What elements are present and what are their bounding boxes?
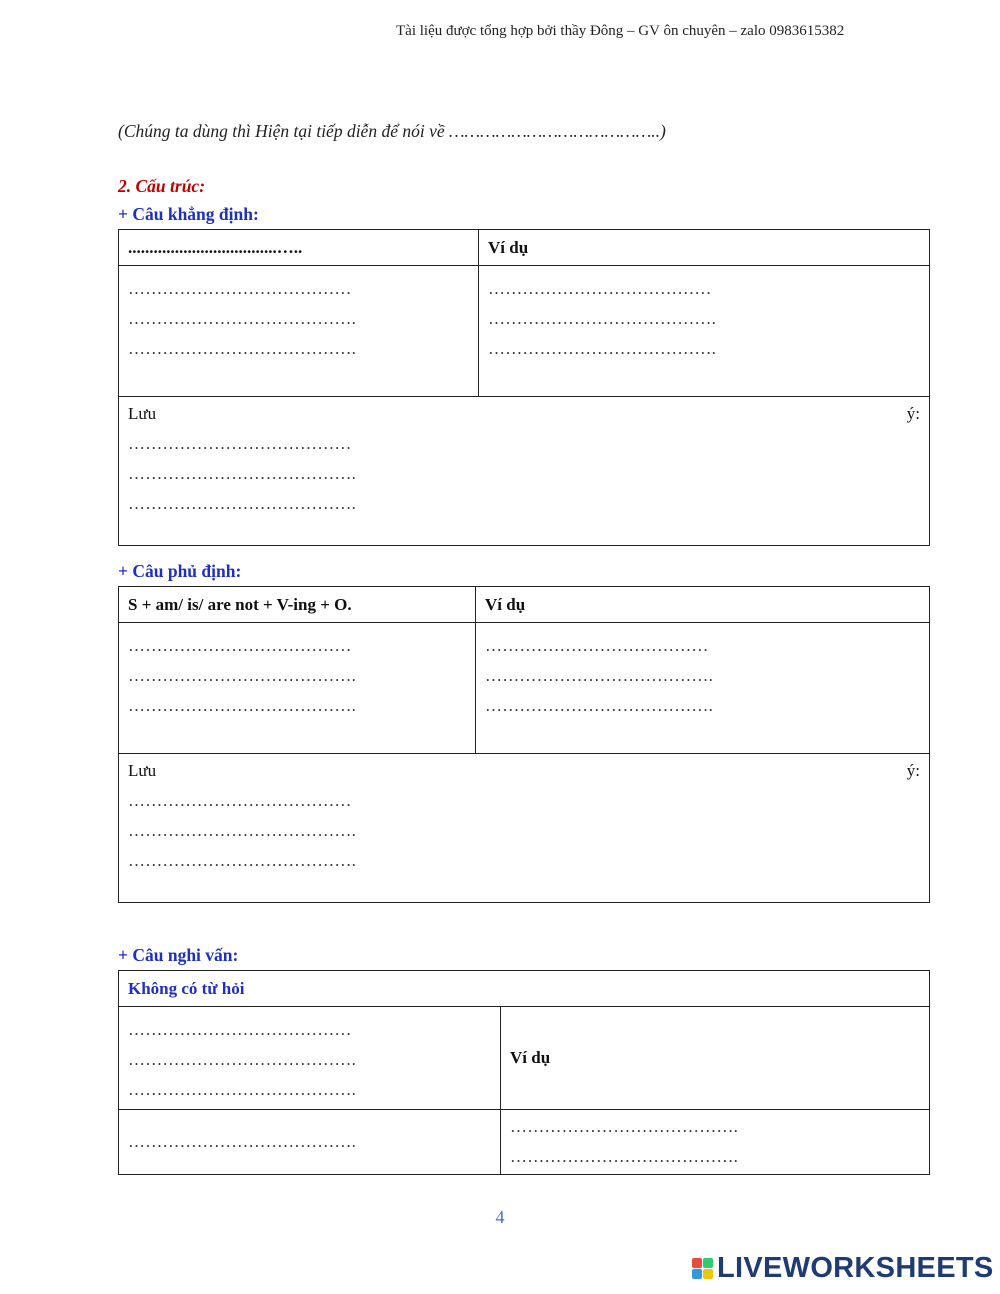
negative-right-line-1[interactable]: ………………………………… [485,636,709,655]
negative-left-line-1[interactable]: ………………………………… [128,636,352,655]
no-question-word-label: Không có từ hỏi [119,971,930,1007]
negative-left-cell [119,623,476,754]
negative-note-right: ý: [906,761,920,780]
section-title: 2. Cấu trúc: [118,176,206,196]
interrogative-left-line-3[interactable]: …………………………………. [128,1080,357,1099]
negative-note-line-2[interactable]: …………………………………. [128,821,357,840]
negative-left-line-3[interactable]: …………………………………. [128,696,357,715]
negative-note-line-1[interactable]: ………………………………… [128,791,352,810]
liveworksheets-logo [692,1252,994,1285]
interrogative-answer-right-line-1[interactable]: …………………………………. [510,1117,739,1136]
affirmative-left-line-1[interactable]: ………………………………… [128,279,352,298]
interrogative-left-line-2[interactable]: …………………………………. [128,1050,357,1069]
affirmative-note-line-3[interactable]: …………………………………. [128,494,357,513]
affirmative-table [118,229,930,546]
negative-note-line-3[interactable]: …………………………………. [128,851,357,870]
affirmative-heading: + Câu khẳng định: [118,204,259,224]
negative-table [118,586,930,903]
affirmative-note-cell [119,397,930,546]
negative-right-line-2[interactable]: …………………………………. [485,666,714,685]
affirmative-note-line-2[interactable]: …………………………………. [128,464,357,483]
intro-line: (Chúng ta dùng thì Hiện tại tiếp diễn để nói về …………………………………..) [118,121,666,141]
interrogative-answer-right-cell [501,1110,930,1175]
affirmative-right-cell [479,266,930,397]
negative-note-cell [119,754,930,903]
affirmative-formula[interactable]: ...................................….. [119,230,479,266]
negative-example-label: Ví dụ [476,587,930,623]
interrogative-answer-left-cell [119,1110,501,1175]
affirmative-left-line-2[interactable]: …………………………………. [128,309,357,328]
negative-note-left: Lưu [128,761,157,780]
negative-right-line-3[interactable]: …………………………………. [485,696,714,715]
liveworksheets-logo-icon [692,1258,713,1279]
affirmative-note-line-1[interactable]: ………………………………… [128,434,352,453]
interrogative-answer-right-line-2[interactable]: …………………………………. [510,1147,739,1166]
interrogative-example-label: Ví dụ [501,1007,930,1110]
negative-formula: S + am/ is/ are not + V-ing + O. [119,587,476,623]
interrogative-left-cell [119,1007,501,1110]
affirmative-left-cell [119,266,479,397]
affirmative-note-right: ý: [906,404,920,423]
interrogative-left-line-1[interactable]: ………………………………… [128,1020,352,1039]
interrogative-table [118,970,930,1175]
negative-left-line-2[interactable]: …………………………………. [128,666,357,685]
interrogative-heading: + Câu nghi vấn: [118,945,239,965]
affirmative-right-line-2[interactable]: …………………………………. [488,309,717,328]
negative-right-cell [476,623,930,754]
affirmative-right-line-1[interactable]: ………………………………… [488,279,712,298]
affirmative-note-left: Lưu [128,404,157,423]
liveworksheets-logo-text: LIVEWORKSHEETS [717,1252,994,1284]
interrogative-answer-left[interactable]: …………………………………. [128,1132,357,1151]
affirmative-left-line-3[interactable]: …………………………………. [128,339,357,358]
affirmative-right-line-3[interactable]: …………………………………. [488,339,717,358]
negative-heading: + Câu phủ định: [118,561,242,581]
affirmative-example-label: Ví dụ [479,230,930,266]
page-number: 4 [495,1207,505,1227]
header-note: Tài liệu được tổng hợp bởi thầy Đông – GV ôn chuyên – zalo 0983615382 [396,23,845,39]
